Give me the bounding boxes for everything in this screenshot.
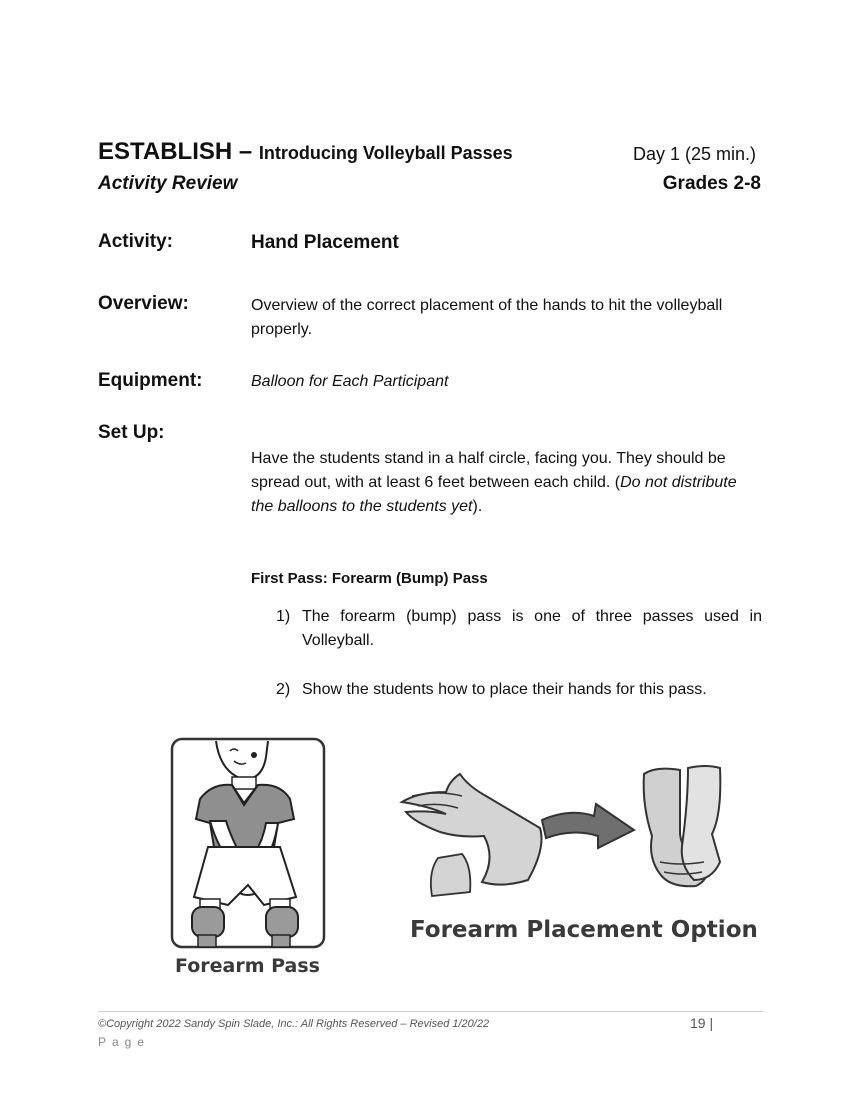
setup-label: Set Up: <box>98 422 165 443</box>
right-image-caption: Forearm Placement Option <box>410 917 758 943</box>
list-item-number: 2) <box>276 681 291 698</box>
list-item-number: 1) <box>276 608 291 625</box>
equipment-value: Balloon for Each Participant <box>251 373 449 390</box>
left-image-caption: Forearm Pass <box>175 955 320 977</box>
list-item-text: Show the students how to place their hands for this pass. <box>302 681 707 698</box>
footer-divider <box>98 1011 763 1012</box>
title-bold: ESTABLISH – <box>98 138 253 165</box>
forearm-pass-illustration <box>170 737 328 951</box>
setup-text <box>251 447 763 519</box>
subtitle: Activity Review <box>98 173 238 194</box>
setup-main-text: Have the students stand in a half circle, facing you. They should be spread out, with at least 6 feet between each child. ( <box>251 450 726 491</box>
activity-value: Hand Placement <box>251 232 399 253</box>
list-item <box>276 678 762 702</box>
page-title <box>98 138 513 166</box>
activity-label: Activity: <box>98 231 173 252</box>
list-item-text: The forearm (bump) pass is one of three passes used in Volleyball. <box>302 608 762 649</box>
setup-italic-text: Do not distribute the balloons to the students yet <box>251 474 737 515</box>
setup-end-text: ). <box>472 498 483 515</box>
list-item <box>276 605 762 653</box>
grades-label: Grades 2-8 <box>662 173 761 194</box>
forearm-placement-illustration <box>398 762 738 902</box>
copyright-text: ©Copyright 2022 Sandy Spin Slade, Inc.: All Rights Reserved – Revised 1/20/22 <box>98 1018 490 1030</box>
day-duration: Day 1 (25 min.) <box>632 144 756 164</box>
overview-label: Overview: <box>98 293 189 314</box>
overview-value: Overview of the correct placement of the hands to hit the volleyball properly. <box>251 297 723 338</box>
first-pass-heading: First Pass: Forearm (Bump) Pass <box>251 570 488 587</box>
page-number: 19 | <box>690 1015 714 1031</box>
page-label: Page <box>98 1035 151 1049</box>
equipment-label: Equipment: <box>98 370 203 391</box>
title-rest: Introducing Volleyball Passes <box>258 143 513 163</box>
